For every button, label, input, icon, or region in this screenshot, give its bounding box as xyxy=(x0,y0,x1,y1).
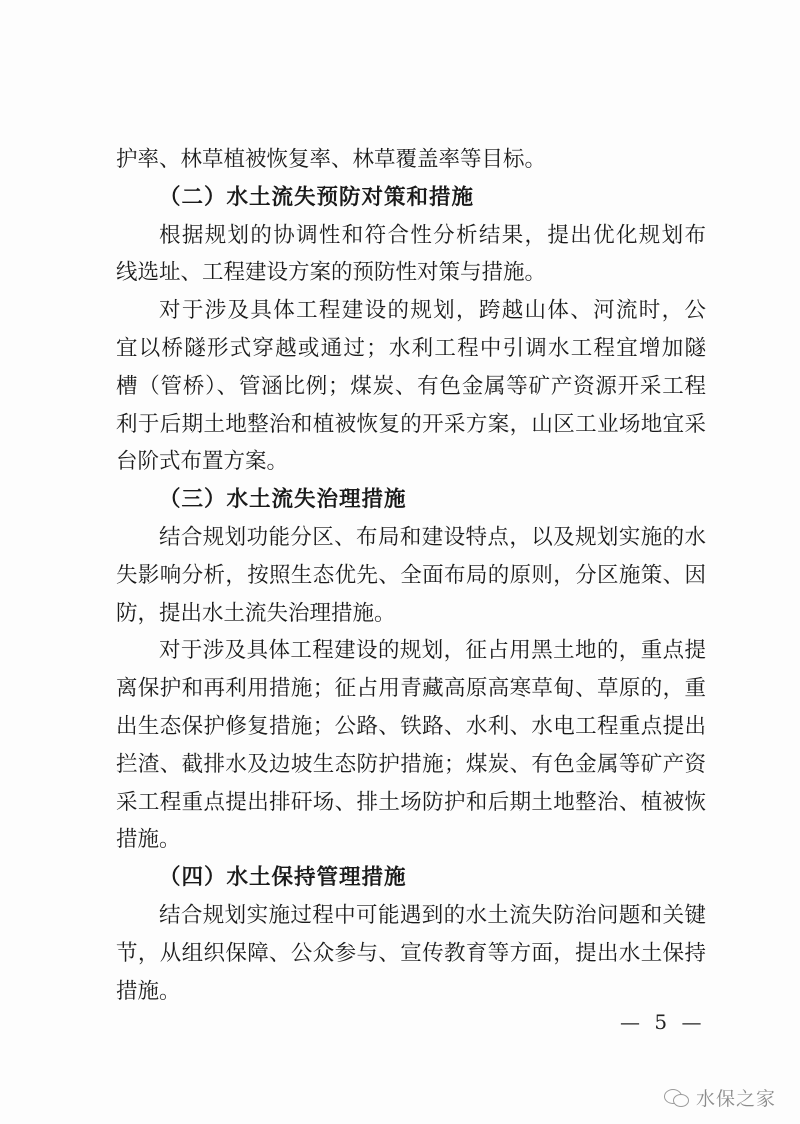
paragraph-line: 槽（管桥）、管涵比例；煤炭、有色金属等矿产资源开采工程 xyxy=(116,373,706,399)
paragraph-line: 离保护和再利用措施；征占用青藏高原高寒草甸、草原的，重 xyxy=(116,676,706,702)
paragraph-line: 宜以桥隧形式穿越或通过；水利工程中引调水工程宜增加隧 xyxy=(116,335,706,361)
paragraph-line: 措施。 xyxy=(116,827,181,853)
paragraph-line: 采工程重点提出排矸场、排土场防护和后期土地整治、植被恢 xyxy=(116,789,706,815)
paragraph-line: 对于涉及具体工程建设的规划，跨越山体、河流时，公 xyxy=(159,298,706,324)
paragraph-line: 出生态保护修复措施；公路、铁路、水利、水电工程重点提出 xyxy=(116,713,706,739)
paragraph-line: 结合规划实施过程中可能遇到的水土流失防治问题和关键 xyxy=(159,902,706,928)
paragraph-line: 防，提出水土流失治理措施。 xyxy=(116,600,396,626)
document-body xyxy=(116,141,706,1010)
paragraph-line: 拦渣、截排水及边坡生态防护措施；煤炭、有色金属等矿产资 xyxy=(116,751,706,777)
paragraph-line: 结合规划功能分区、布局和建设特点，以及规划实施的水 xyxy=(159,524,706,550)
section-heading: （三）水土流失治理措施 xyxy=(159,487,407,513)
section-heading: （四）水土保持管理措施 xyxy=(159,865,407,891)
paragraph-line: 线选址、工程建设方案的预防性对策与措施。 xyxy=(116,260,547,286)
page-number: — 5 — xyxy=(620,1010,706,1034)
paragraph-line: 护率、林草植被恢复率、林草覆盖率等目标。 xyxy=(116,147,547,172)
watermark xyxy=(664,1084,776,1111)
paragraph-line: 措施。 xyxy=(116,978,181,1004)
section-heading: （二）水土流失预防对策和措施 xyxy=(159,184,475,210)
paragraph-line: 对于涉及具体工程建设的规划，征占用黑土地的，重点提 xyxy=(159,638,706,664)
paragraph-line: 根据规划的协调性和符合性分析结果，提出优化规划布 xyxy=(159,222,706,248)
watermark-text: 水保之家 xyxy=(696,1088,777,1110)
paragraph-line: 台阶式布置方案。 xyxy=(116,449,289,475)
wechat-icon xyxy=(664,1087,690,1109)
paragraph-line: 节，从组织保障、公众参与、宣传教育等方面，提出水土保持 xyxy=(116,940,706,966)
paragraph-line: 失影响分析，按照生态优先、全面布局的原则，分区施策、因 xyxy=(116,562,706,588)
paragraph-line: 利于后期土地整治和植被恢复的开采方案，山区工业场地宜采 xyxy=(116,411,706,437)
